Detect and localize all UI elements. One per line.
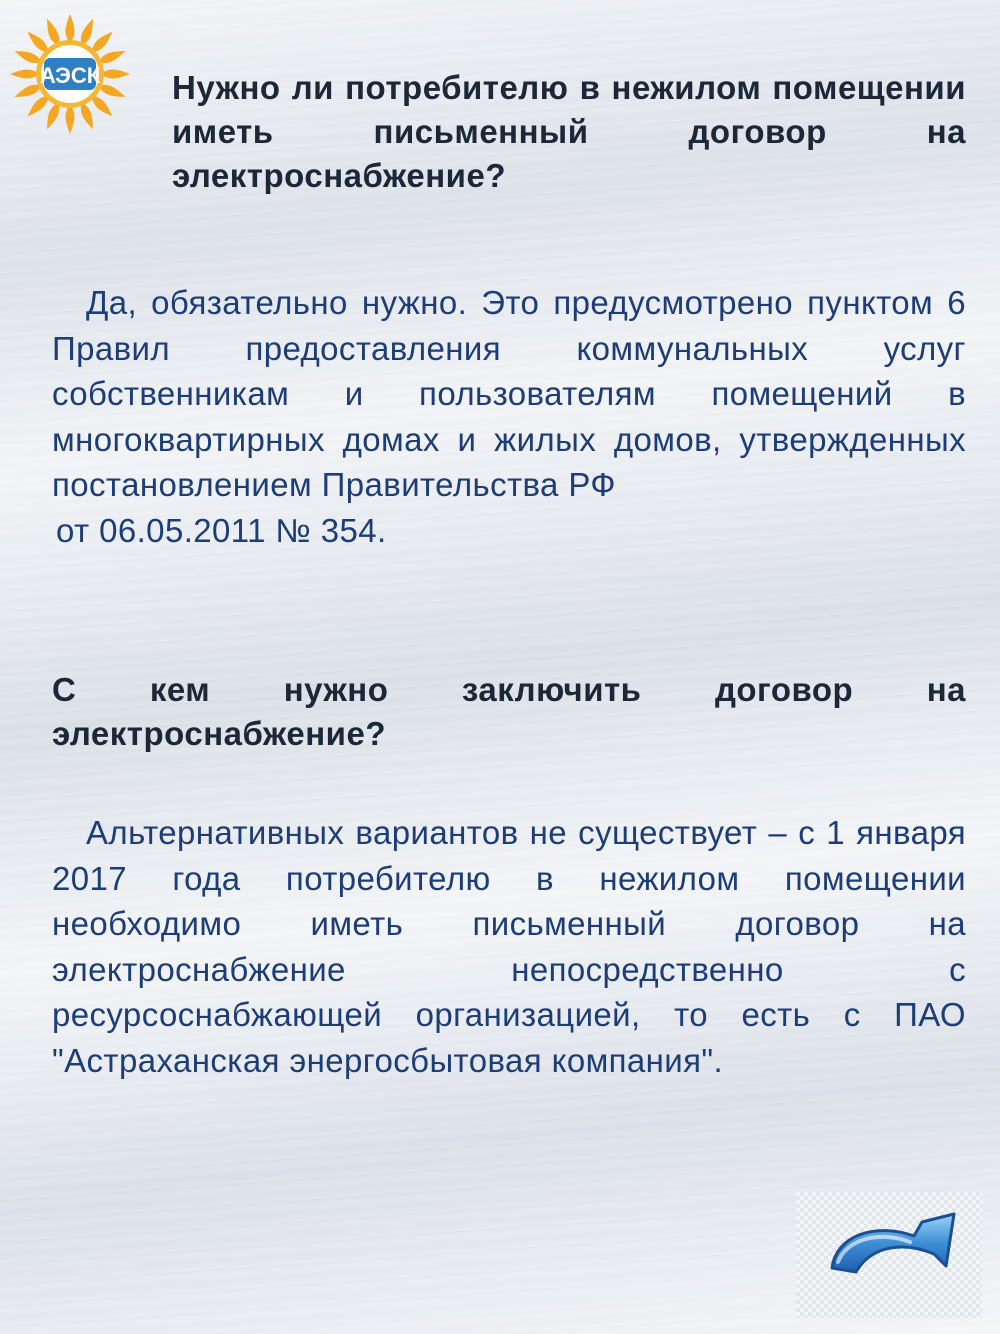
answer-1-date: от 06.05.2011 № 354.: [56, 511, 387, 549]
sun-logo-icon: [6, 10, 136, 136]
answer-paragraph-1: [52, 280, 966, 553]
answer-1-text: Да, обязательно нужно. Это предусмотрено пунктом 6 Правил предоставления коммунальных услуг собственникам и пользователям помещений в многоквартирных домах и жилых домов, утвержденных постановлением Правительства РФ: [52, 284, 966, 503]
question-title-1: Нужно ли потребителю в нежилом помещении иметь письменный договор на электроснабжение?: [172, 69, 966, 194]
answer-paragraph-2: [52, 810, 966, 1083]
curved-arrow-right-icon: [796, 1192, 982, 1318]
question-title-2: С кем нужно заключить договор на электроснабжение?: [52, 671, 966, 752]
answer-2-text: Альтернативных вариантов не существует – с 1 января 2017 года потребителю в нежилом помещении необходимо иметь письменный договор на электроснабжение непосредственно с ресурсоснабжающей организацией, то есть с ПАО "Астраханская энергосбытовая компания".: [52, 814, 966, 1079]
company-logo: [6, 10, 136, 136]
next-page-button[interactable]: [796, 1192, 982, 1318]
logo-text: АЭСК: [39, 63, 101, 88]
